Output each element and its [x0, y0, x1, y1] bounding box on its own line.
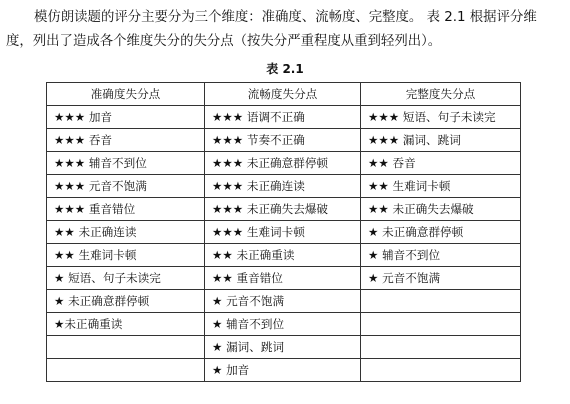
completeness-cell: ★★ 吞音	[361, 152, 521, 175]
accuracy-cell: ★ 未正确意群停顿	[47, 290, 205, 313]
accuracy-cell: ★★ 生难词卡顿	[47, 244, 205, 267]
table-row	[47, 175, 521, 198]
accuracy-cell: ★★★ 元音不饱满	[47, 175, 205, 198]
table-row	[47, 221, 521, 244]
table-row	[47, 336, 521, 359]
accuracy-cell	[47, 336, 205, 359]
fluency-cell: ★ 漏词、跳词	[205, 336, 361, 359]
table-header-row	[47, 83, 521, 106]
fluency-cell: ★★ 未正确重读	[205, 244, 361, 267]
accuracy-cell: ★未正确重读	[47, 313, 205, 336]
completeness-cell	[361, 359, 521, 382]
fluency-cell: ★★★ 未正确意群停顿	[205, 152, 361, 175]
completeness-cell	[361, 336, 521, 359]
header-fluency: 流畅度失分点	[205, 83, 361, 106]
fluency-cell: ★★★ 生难词卡顿	[205, 221, 361, 244]
table-row	[47, 244, 521, 267]
fluency-cell: ★★★ 语调不正确	[205, 106, 361, 129]
scoring-loss-table	[46, 82, 521, 382]
accuracy-cell: ★★ 未正确连读	[47, 221, 205, 244]
table-row	[47, 359, 521, 382]
completeness-cell	[361, 313, 521, 336]
accuracy-cell: ★★★ 辅音不到位	[47, 152, 205, 175]
intro-line-2: 度，列出了造成各个维度失分的失分点（按失分严重程度从重到轻列出）。	[6, 34, 442, 49]
intro-paragraph	[6, 6, 562, 54]
accuracy-cell: ★ 短语、句子未读完	[47, 267, 205, 290]
fluency-cell: ★★★ 节奏不正确	[205, 129, 361, 152]
table-caption: 表 2.1	[266, 62, 304, 76]
table-row	[47, 198, 521, 221]
completeness-cell: ★★ 未正确失去爆破	[361, 198, 521, 221]
accuracy-cell: ★★★ 重音错位	[47, 198, 205, 221]
fluency-cell: ★ 元音不饱满	[205, 290, 361, 313]
header-accuracy: 准确度失分点	[47, 83, 205, 106]
completeness-cell: ★★ 生难词卡顿	[361, 175, 521, 198]
table-row	[47, 152, 521, 175]
table-row	[47, 290, 521, 313]
intro-line-1: 模仿朗读题的评分主要分为三个维度：准确度、流畅度、完整度。 表 2.1 根据评分维	[34, 10, 537, 25]
completeness-cell: ★★★ 漏词、跳词	[361, 129, 521, 152]
completeness-cell: ★ 辅音不到位	[361, 244, 521, 267]
fluency-cell: ★ 辅音不到位	[205, 313, 361, 336]
fluency-cell: ★★ 重音错位	[205, 267, 361, 290]
accuracy-cell: ★★★ 加音	[47, 106, 205, 129]
table-row	[47, 267, 521, 290]
table-row	[47, 313, 521, 336]
completeness-cell: ★ 元音不饱满	[361, 267, 521, 290]
completeness-cell: ★ 未正确意群停顿	[361, 221, 521, 244]
fluency-cell: ★★★ 未正确连读	[205, 175, 361, 198]
fluency-cell: ★★★ 未正确失去爆破	[205, 198, 361, 221]
table-row	[47, 106, 521, 129]
completeness-cell: ★★★ 短语、句子未读完	[361, 106, 521, 129]
accuracy-cell	[47, 359, 205, 382]
accuracy-cell: ★★★ 吞音	[47, 129, 205, 152]
header-completeness: 完整度失分点	[361, 83, 521, 106]
fluency-cell: ★ 加音	[205, 359, 361, 382]
table-row	[47, 129, 521, 152]
completeness-cell	[361, 290, 521, 313]
